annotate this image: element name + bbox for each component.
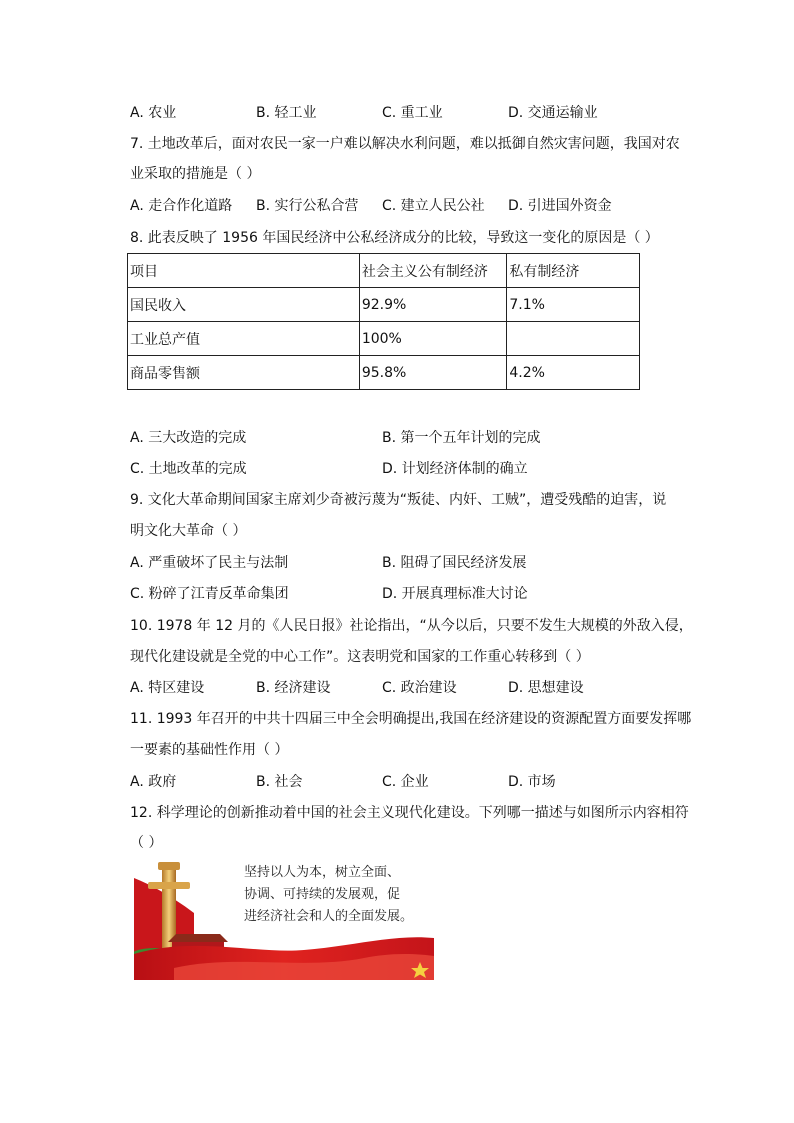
caption-line: 坚持以人为本，树立全面、 bbox=[244, 865, 401, 880]
table-cell: 100% bbox=[359, 322, 507, 356]
table-cell: 工业总产值 bbox=[128, 322, 360, 356]
q8-stem: 8. 此表反映了 1956 年国民经济中公私经济成分的比较，导致这一变化的原因是（ ） bbox=[130, 230, 659, 246]
q7-option-a: A. 走合作化道路 bbox=[130, 198, 233, 214]
q6-option-d: D. 交通运输业 bbox=[508, 105, 598, 121]
q7-option-c: C. 建立人民公社 bbox=[382, 198, 485, 214]
q11-option-a: A. 政府 bbox=[130, 774, 177, 790]
q7-option-b: B. 实行公私合营 bbox=[256, 198, 359, 214]
q11-option-c: C. 企业 bbox=[382, 774, 429, 790]
table-header-row bbox=[128, 254, 640, 288]
q11-stem-line2: 一要素的基础性作用（ ） bbox=[130, 742, 289, 758]
q9-stem-line1: 9. 文化大革命期间国家主席刘少奇被污蔑为“叛徒、内奸、工贼”，遭受残酷的迫害，说 bbox=[130, 492, 667, 508]
table-cell: 国民收入 bbox=[128, 288, 360, 322]
table-row bbox=[128, 288, 640, 322]
q6-option-a: A. 农业 bbox=[130, 105, 177, 121]
q10-option-a: A. 特区建设 bbox=[130, 680, 205, 696]
table-cell: 商品零售额 bbox=[128, 356, 360, 390]
table-row bbox=[128, 356, 640, 390]
q9-stem-line2: 明文化大革命（ ） bbox=[130, 523, 247, 539]
q6-option-c: C. 重工业 bbox=[382, 105, 443, 121]
q10-option-c: C. 政治建设 bbox=[382, 680, 457, 696]
q8-option-c: C. 土地改革的完成 bbox=[130, 461, 247, 477]
q12-stem-line1: 12. 科学理论的创新推动着中国的社会主义现代化建设。下列哪一描述与如图所示内容相符 bbox=[130, 805, 689, 821]
table-header-cell: 项目 bbox=[128, 254, 360, 288]
illustration-caption bbox=[244, 862, 432, 928]
pillar-cap bbox=[158, 862, 180, 870]
table-cell: 7.1% bbox=[507, 288, 640, 322]
table-header-cell: 私有制经济 bbox=[507, 254, 640, 288]
q9-option-d: D. 开展真理标准大讨论 bbox=[382, 586, 528, 602]
table-cell bbox=[507, 322, 640, 356]
q10-option-d: D. 思想建设 bbox=[508, 680, 584, 696]
q8-option-d: D. 计划经济体制的确立 bbox=[382, 461, 528, 477]
table-header-cell: 社会主义公有制经济 bbox=[359, 254, 507, 288]
q9-option-b: B. 阻碍了国民经济发展 bbox=[382, 555, 527, 571]
q6-option-b: B. 轻工业 bbox=[256, 105, 317, 121]
table-row bbox=[128, 322, 640, 356]
q8-option-b: B. 第一个五年计划的完成 bbox=[382, 430, 541, 446]
table-cell: 4.2% bbox=[507, 356, 640, 390]
q9-option-a: A. 严重破坏了民主与法制 bbox=[130, 555, 289, 571]
table-cell: 92.9% bbox=[359, 288, 507, 322]
q7-stem-line2: 业采取的措施是（ ） bbox=[130, 166, 261, 182]
table-cell: 95.8% bbox=[359, 356, 507, 390]
q12-illustration bbox=[134, 858, 434, 980]
caption-line: 协调、可持续的发展观，促 bbox=[244, 887, 401, 902]
q12-stem-line2: （ ） bbox=[130, 835, 163, 851]
huabiao-pillar bbox=[162, 868, 176, 948]
gate-roof bbox=[168, 934, 228, 942]
q10-stem-line2: 现代化建设就是全党的中心工作”。这表明党和国家的工作重心转移到（ ） bbox=[130, 649, 590, 665]
q10-option-b: B. 经济建设 bbox=[256, 680, 331, 696]
q10-stem-line1: 10. 1978 年 12 月的《人民日报》社论指出，“从今以后，只要不发生大规模的外敌入侵， bbox=[130, 618, 693, 634]
q7-stem-line1: 7. 土地改革后，面对农民一家一户难以解决水利问题，难以抵御自然灾害问题，我国对农 bbox=[130, 136, 680, 152]
q9-option-c: C. 粉碎了江青反革命集团 bbox=[130, 586, 289, 602]
q11-option-d: D. 市场 bbox=[508, 774, 556, 790]
caption-line: 进经济社会和人的全面发展。 bbox=[244, 909, 414, 924]
q11-stem-line1: 11. 1993 年召开的中共十四届三中全会明确提出,我国在经济建设的资源配置方面要发挥哪 bbox=[130, 711, 692, 727]
q7-option-d: D. 引进国外资金 bbox=[508, 198, 612, 214]
pillar-wing bbox=[148, 882, 190, 889]
q11-option-b: B. 社会 bbox=[256, 774, 303, 790]
q8-option-a: A. 三大改造的完成 bbox=[130, 430, 247, 446]
q8-data-table bbox=[127, 253, 640, 390]
